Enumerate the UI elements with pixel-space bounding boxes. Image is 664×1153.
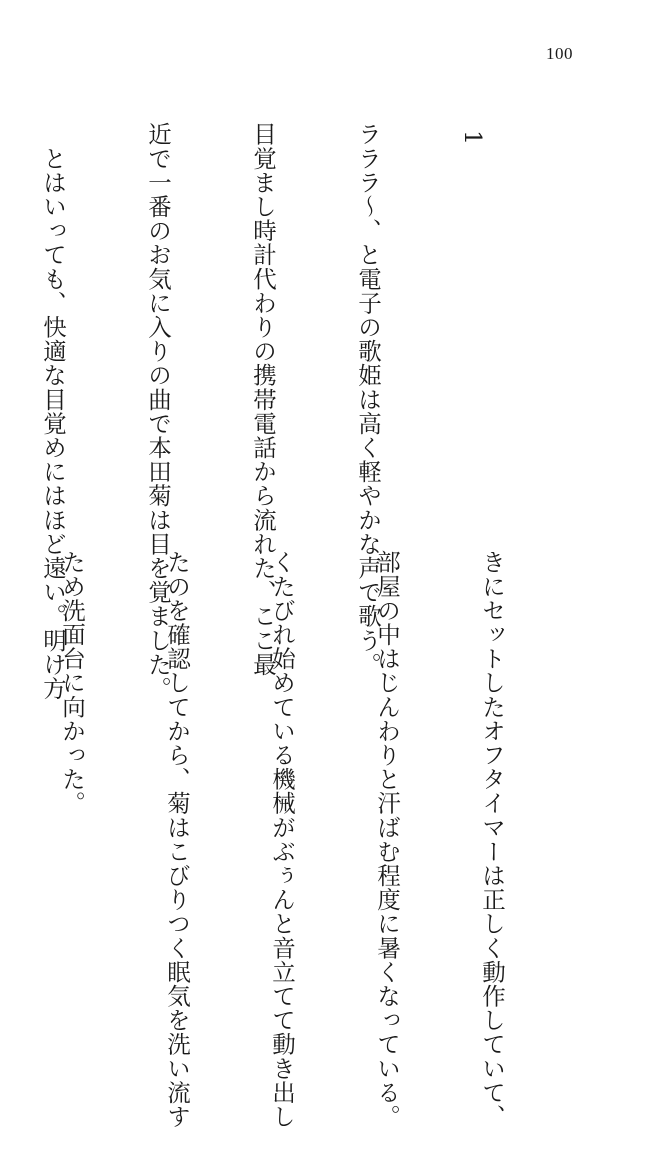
text-line: 目覚まし時計代わりの携帯電話から流れた、ここ最 [249,122,277,677]
text-line: 近で一番のお気に入りの曲で本田菊は目を覚ました。 [144,122,172,701]
text-tier-bottom [0,550,579,1129]
text-line: ため洗面台に向かった。 [58,550,86,816]
chapter-number: 1 [459,130,487,146]
text-line: きにセットしたオフタイマーは正しく動作していて、 [478,550,506,1129]
text-line: 部屋の中はじんわりと汗ばむ程度に暑くなっている。 [373,550,401,1129]
page-number: 100 [546,44,573,63]
text-line: ラララ～、と電子の歌姫は高く軽やかな声で歌う。 [354,122,382,677]
text-line: たのを確認してから、菊はこびりつく眠気を洗い流す [163,550,191,1129]
text-line: とはいっても、快適な目覚めにはほど遠い。明け方 [39,122,67,701]
text-line: くたびれ始めている機械がぶぅんと音立てて動き出し [268,550,296,1129]
